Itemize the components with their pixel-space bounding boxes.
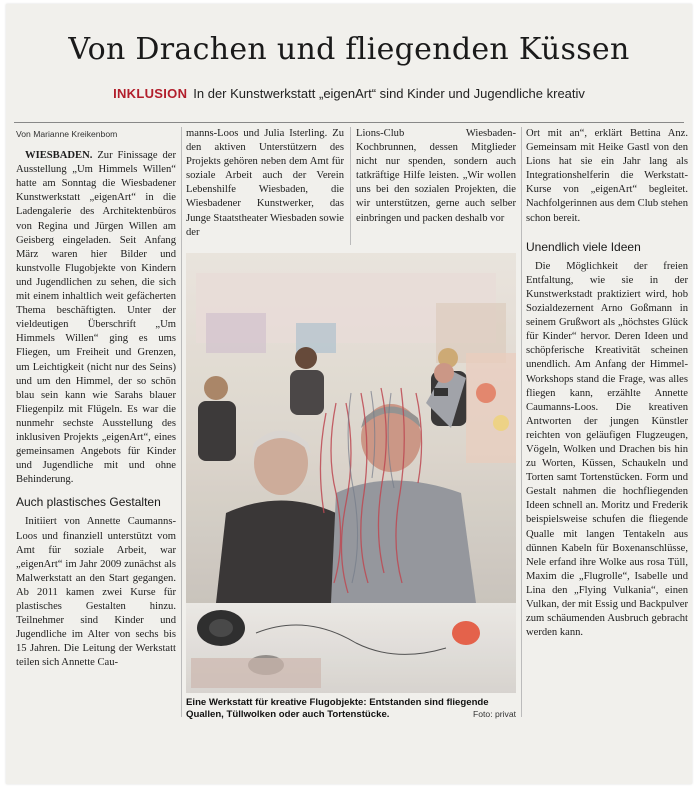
article-subheadline-row (6, 86, 692, 101)
subhead-unendlich-viele-ideen: Unendlich viele Ideen (526, 239, 641, 254)
header-divider (14, 122, 684, 123)
column-divider (521, 127, 522, 717)
subhead-plastisches-gestalten: Auch plastisches Gestalten (16, 495, 161, 510)
caption-text: Eine Werkstatt für kreative Flugobjekte: Entstanden sind fliegende Quallen, Tüllwolken oder auch Tortenstücke. (186, 697, 489, 721)
article-column-2 (186, 127, 344, 240)
article-headline: Von Drachen und fliegenden Küssen (68, 32, 630, 67)
article-byline: Von Marianne Kreikenbom (16, 129, 118, 139)
column-2-text: manns-Loos und Julia Isterling. Zu den aktiven Unterstützern des Projekts gehören neben dem Amt für soziale Arbeit auch der Verein Lebenshilfe Wiesbaden, die Wiesbadener Kunstwerker, das Junge Staatstheater Wiesbaden sowie der (186, 128, 344, 238)
column-4-paragraph-1: Ort mit an“, erklärt Bettina Anz. Gemeinsam mit Heike Gastl von den Lions hat sie ein Jahr lang als Integrationshelferin die Werkstatt-Kurse von „eigenArt“ begleitet. Nachfolgerinnen aus dem Club stehen schon bereit. (526, 128, 688, 224)
article-subheadline: In der Kunstwerkstatt „eigenArt“ sind Kinder und Jugendliche kreativ (193, 86, 585, 101)
article-dateline: WIESBADEN. (25, 150, 93, 162)
section-kicker: INKLUSION (113, 86, 188, 101)
article-column-1 (16, 127, 176, 670)
article-column-3 (356, 127, 516, 226)
column-divider (181, 127, 182, 717)
article-column-4 (526, 127, 688, 640)
column-divider (350, 127, 351, 245)
column-1-paragraph-2: Initiiert von Annette Caumanns-Loos und finanziell unterstützt vom Amt für soziale Arbeit, war „eigenArt“ im Jahr 2009 zunächst als Malwerkstatt an den Start gegangen. Ab 2011 kamen zwei Kurse für plastisches Gestalten hinzu. Teilnehmer sind Kinder und Jugendliche im Alter von sechs bis 15 Jahren. Die Leitung der Werkstatt teilen sich Annette Cau- (16, 516, 176, 669)
photo-caption (186, 697, 516, 722)
column-3-text: Lions-Club Wiesbaden-Kochbrunnen, dessen Mitglieder nicht nur spenden, sondern auch tatkräftige Hilfe leisten. „Wir wollen uns bei den sozialen Projekten, die wir unterstützen, gerne auch selber einbringen und packen deshalb vor (356, 128, 516, 224)
column-1-paragraph-1: Zur Finissage der Ausstellung „Um Himmels Willen“ hatte am Sonntag die Wiesbadener Kunstwerkstatt „eigenArt“ in die Ladengalerie des Architektenbüros von Regina und Jürgen Willen am Geisberg eingeladen. Seit Anfang März waren hier Bilder und kunstvolle Flugobjekte von Kindern und Jugendlichen zu sehen, die sich mit einem inhaltlich weit gefächerten Thema beschäftigten. Unter der vieldeutigen Überschrift „Um Himmels Willen“ ging es ums Fliegen, um Freiheit und Grenzen, um Leichtigkeit (nicht nur des Seins) und um den Himmel, der so schön blau sein kann wie Sarahs blauer Fliegenpilz mit Flügeln. Es war die nunmehr sechste Ausstellung des inklusiven Projekts „eigenArt“, eines gemeinsamen Angebots für Kinder und Jugendliche mit und ohne Behinderung. (16, 150, 176, 486)
article-photo (186, 253, 516, 693)
newspaper-clipping (6, 4, 692, 784)
column-4-paragraph-2: Die Möglichkeit der freien Entfaltung, wie sie in der Kunstwerkstadt praktiziert wird, hob Sozialdezernent Arno Goßmann in seinem Grußwort als „höchstes Glück für Kinder“ hervor. Deren Ideen und schöpferische Kreativität scheinen unendlich. Am Anfang der Himmel-Workshops stand die Frage, was alles fliegen kann, erzählte Annette Caumanns-Loos. Die kreativen Antworten der jungen Künstler reichten von geläufigen Flugzeugen, Vögeln, Wolken und Drachen bis hin zu Worten, Küssen, Schaukeln und Torten samt Tortenstücken. Form und Gestalt nahmen die hochfliegenden Ideen schnell an. Moritz und Frederik beispielsweise schufen die fliegende Qualle mit langen Tentakeln aus dünnen Kabeln für Boxenanschlüsse, Nele erfand ihre Wolke aus rosa Tüll, Maxim die „Flugrolle“, Isabelle und Lina den „Flying Vulkania“, einen Vulkan, der mit Essig und Backpulver zum schäumenden Ausbruch gebracht werden kann. (526, 260, 688, 639)
workshop-photo-illustration (186, 253, 516, 693)
photo-credit: Foto: privat (473, 709, 516, 719)
